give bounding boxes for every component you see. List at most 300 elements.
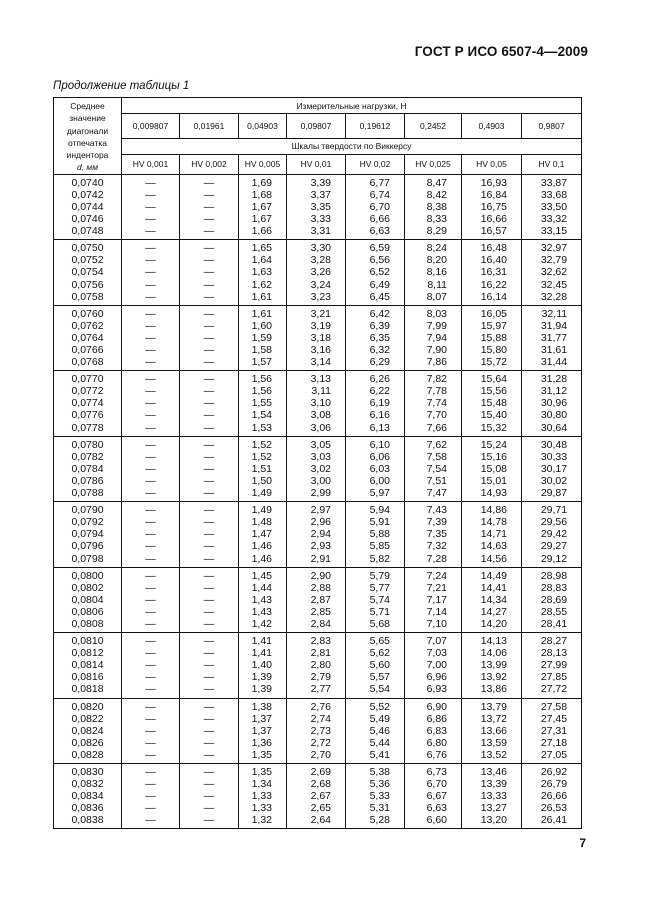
table-row (54, 502, 582, 567)
hardness-value: 1,52 (251, 438, 272, 451)
scale-label: HV 0,1 (522, 155, 582, 175)
hardness-cell (180, 698, 239, 763)
hardness-value: 32,28 (540, 290, 568, 303)
hardness-value: 7,90 (426, 344, 447, 356)
hardness-cell (346, 240, 405, 305)
hardness-value: 1,64 (251, 254, 272, 267)
hardness-value: 7,58 (426, 450, 447, 463)
diagonal-value: 0,0820 (71, 700, 104, 713)
hardness-value: 1,46 (251, 540, 272, 553)
hardness-value: 5,49 (369, 712, 390, 725)
diagonal-column-header (54, 98, 122, 175)
hardness-cell (122, 174, 180, 239)
hardness-cell (405, 436, 462, 501)
hardness-value: 7,47 (426, 487, 447, 500)
hardness-value: 1,45 (251, 569, 272, 582)
hardness-value: 7,17 (426, 593, 447, 606)
hardness-value: — (145, 814, 156, 827)
hardness-value: 1,49 (251, 487, 272, 500)
hardness-value: 6,60 (426, 814, 447, 827)
hardness-value: 13,79 (480, 700, 507, 713)
diagonal-value: 0,0810 (71, 635, 104, 648)
hardness-value: 1,67 (251, 200, 272, 213)
hardness-value: — (145, 385, 156, 398)
hardness-value: 2,97 (310, 504, 331, 517)
hardness-value: 1,55 (251, 397, 272, 410)
hardness-value: 1,39 (251, 683, 272, 696)
hardness-value: 5,88 (369, 528, 390, 541)
diagonal-value: 0,0742 (71, 188, 104, 201)
hardness-value: 1,49 (251, 504, 272, 517)
hardness-value: 7,70 (426, 409, 447, 422)
hardness-value: 2,67 (310, 790, 331, 803)
hardness-cell (462, 371, 522, 436)
hardness-value: — (203, 290, 215, 303)
hardness-value: 13,92 (480, 671, 507, 684)
hardness-value: — (145, 254, 156, 267)
hardness-value: — (203, 605, 215, 618)
hardness-value: — (145, 516, 156, 529)
hardness-value: 8,16 (426, 266, 447, 279)
hardness-value: 6,86 (426, 712, 447, 725)
hardness-value: 15,16 (480, 450, 507, 463)
hardness-cell (180, 305, 239, 370)
hardness-value: 3,26 (310, 266, 331, 279)
header-line: отпечатка (68, 137, 107, 148)
hardness-value: 2,77 (310, 683, 331, 696)
hardness-cell (346, 764, 405, 829)
hardness-value: 6,66 (369, 213, 390, 226)
hardness-value: 8,11 (427, 278, 447, 291)
hardness-value: — (145, 569, 156, 582)
hardness-value: 1,35 (251, 766, 272, 778)
hardness-value: 3,14 (310, 356, 331, 369)
hardness-value: 3,23 (310, 290, 331, 303)
hardness-value: — (145, 671, 156, 684)
hardness-value: — (203, 225, 215, 238)
hardness-value: 13,99 (480, 659, 507, 672)
hardness-value: — (145, 802, 156, 815)
hardness-value: — (203, 552, 215, 565)
hardness-value: 13,52 (480, 748, 507, 761)
hardness-value: 5,28 (369, 814, 390, 827)
hardness-value: 1,63 (251, 266, 272, 279)
hardness-value: 6,32 (369, 344, 390, 356)
hardness-value: 3,02 (310, 462, 331, 475)
table-row-group (54, 567, 582, 632)
hardness-value: 1,51 (251, 462, 272, 475)
hardness-value: 6,45 (369, 290, 390, 303)
hardness-value: 13,33 (480, 790, 507, 803)
hardness-value: — (203, 462, 215, 475)
hardness-value: — (145, 617, 156, 630)
diagonal-value: 0,0774 (71, 397, 104, 410)
hardness-cell (122, 371, 180, 436)
hardness-value: — (145, 462, 156, 475)
hardness-value: 3,37 (310, 188, 331, 201)
hardness-value: 3,16 (310, 344, 331, 356)
hardness-value: 1,65 (251, 242, 272, 255)
hardness-value: 15,01 (480, 474, 507, 487)
hardness-value: — (203, 540, 215, 553)
diagonal-cell (54, 567, 122, 632)
table-row (54, 698, 582, 763)
hardness-value: — (145, 790, 156, 803)
hardness-value: — (203, 736, 215, 749)
hardness-value: 15,32 (480, 421, 507, 434)
hardness-value: — (145, 450, 156, 463)
hardness-cell (122, 764, 180, 829)
header-line: значение (69, 113, 106, 124)
hardness-value: — (145, 540, 156, 553)
hardness-value: 30,80 (540, 409, 568, 422)
hardness-cell (405, 567, 462, 632)
hardness-value: 16,93 (480, 176, 507, 189)
hardness-value: 5,91 (369, 516, 390, 529)
hardness-value: — (145, 307, 156, 320)
hardness-value: 3,39 (310, 176, 331, 189)
hardness-value: — (145, 319, 156, 332)
hardness-cell (287, 567, 346, 632)
hardness-value: 16,40 (480, 254, 507, 267)
hardness-cell (462, 240, 522, 305)
hardness-cell (122, 305, 180, 370)
hardness-value: 7,00 (426, 659, 447, 672)
hardness-value: — (145, 593, 156, 606)
hardness-value: — (145, 344, 156, 356)
hardness-value: 3,24 (310, 278, 331, 291)
hardness-value: 2,84 (310, 617, 331, 630)
hardness-value: 5,33 (369, 790, 390, 803)
hardness-value: — (203, 188, 215, 201)
hardness-value: 3,11 (311, 385, 331, 398)
hardness-value: — (203, 409, 215, 422)
hardness-cell (405, 240, 462, 305)
hardness-cell (462, 174, 522, 239)
hardness-value: 6,49 (369, 278, 390, 291)
hardness-cell (287, 240, 346, 305)
hardness-value: 7,54 (426, 462, 447, 475)
hardness-cell (180, 436, 239, 501)
hardness-value: 2,83 (310, 635, 331, 648)
hardness-cell (180, 240, 239, 305)
hardness-value: 1,44 (251, 581, 272, 594)
hardness-cell (462, 436, 522, 501)
hardness-value: — (203, 569, 215, 582)
hardness-value: 2,65 (310, 802, 331, 815)
diagonal-value: 0,0796 (71, 540, 104, 553)
hardness-value: — (145, 438, 156, 451)
hardness-value: 14,20 (480, 617, 507, 630)
hardness-cell (462, 698, 522, 763)
hardness-cell (462, 567, 522, 632)
hardness-value: 1,69 (251, 176, 272, 189)
hardness-value: 16,75 (480, 200, 507, 213)
hardness-value: 6,83 (426, 724, 447, 737)
hardness-value: 29,42 (540, 528, 568, 541)
hardness-value: 2,73 (310, 724, 331, 737)
load-value: 0,4903 (462, 114, 522, 138)
hardness-value: 1,48 (251, 516, 272, 529)
hardness-value: 8,20 (426, 254, 447, 267)
hardness-value: — (203, 331, 215, 344)
hardness-value: — (203, 356, 215, 369)
diagonal-value: 0,0830 (71, 766, 104, 778)
table-row (54, 305, 582, 370)
diagonal-value: 0,0748 (71, 225, 104, 238)
hardness-value: 6,13 (369, 421, 390, 434)
hardness-value: 1,54 (251, 409, 272, 422)
header-line: диагонали (66, 125, 109, 136)
diagonal-value: 0,0828 (71, 748, 104, 761)
hardness-value: 5,65 (369, 635, 390, 648)
hardness-value: 6,63 (369, 225, 390, 238)
hardness-value: 14,27 (480, 605, 507, 618)
hardness-value: 32,79 (540, 254, 568, 267)
hardness-value: 14,41 (480, 581, 507, 594)
hardness-value: — (203, 700, 215, 713)
hardness-value: 15,80 (480, 344, 507, 356)
table-row (54, 764, 582, 829)
hardness-cell (287, 502, 346, 567)
table-row-group (54, 764, 582, 829)
hardness-value: 14,78 (480, 516, 507, 529)
hardness-value: — (203, 617, 215, 630)
hardness-value: 7,32 (426, 540, 447, 553)
hardness-value: 27,58 (540, 700, 568, 713)
hardness-value: 3,03 (310, 450, 331, 463)
hardness-value: 16,05 (480, 307, 507, 320)
hardness-value: — (203, 814, 215, 827)
table-row (54, 371, 582, 436)
table-row-group (54, 502, 582, 567)
hardness-value: — (145, 581, 156, 594)
hardness-value: 14,56 (480, 552, 507, 565)
hardness-value: 14,93 (480, 487, 507, 500)
diagonal-value: 0,0798 (71, 552, 104, 565)
hardness-value: — (145, 635, 156, 648)
hardness-value: 5,79 (369, 569, 390, 582)
diagonal-cell (54, 698, 122, 763)
hardness-value: 28,13 (540, 647, 568, 660)
table-caption: Продолжение таблицы 1 (53, 80, 190, 92)
hardness-value: 2,91 (310, 552, 331, 565)
hardness-value: 16,84 (480, 188, 507, 201)
hardness-cell (239, 567, 287, 632)
loads-title: Измерительные нагрузки, Н (122, 98, 582, 114)
scale-label: HV 0,01 (287, 155, 346, 175)
hardness-value: 7,66 (426, 421, 447, 434)
table-row-group (54, 371, 582, 436)
header-line: индентора (66, 150, 109, 161)
hardness-value: 6,42 (369, 307, 390, 320)
hardness-value: 14,13 (480, 635, 507, 648)
hardness-value: — (203, 647, 215, 660)
hardness-value: 8,33 (426, 213, 447, 226)
hardness-value: 16,14 (480, 290, 507, 303)
hardness-value: 5,94 (369, 504, 390, 517)
hardness-value: 13,86 (480, 683, 507, 696)
scale-label: HV 0,025 (405, 155, 462, 175)
hardness-value: — (203, 766, 215, 778)
hardness-value: — (203, 213, 215, 226)
hardness-value: 6,22 (369, 385, 390, 398)
scale-label: HV 0,002 (180, 155, 239, 175)
hardness-value: — (203, 790, 215, 803)
scale-label: HV 0,05 (462, 155, 522, 175)
hardness-value: — (145, 528, 156, 541)
diagonal-value: 0,0740 (71, 176, 104, 189)
hardness-value: 8,38 (426, 200, 447, 213)
hardness-value: 2,99 (310, 487, 331, 500)
hardness-value: 6,03 (369, 462, 390, 475)
hardness-value: 2,69 (310, 766, 331, 778)
load-value: 0,2452 (405, 114, 462, 138)
hardness-value: 1,33 (251, 802, 272, 815)
hardness-value: 5,85 (369, 540, 390, 553)
hardness-value: — (145, 552, 156, 565)
scale-label: HV 0,005 (239, 155, 287, 175)
diagonal-value: 0,0790 (71, 504, 104, 517)
hardness-value: 13,20 (480, 814, 507, 827)
diagonal-value: 0,0754 (71, 266, 104, 279)
table-row (54, 567, 582, 632)
hardness-value: 7,03 (426, 647, 447, 660)
hardness-value: 26,53 (540, 802, 568, 815)
hardness-value: 7,39 (426, 516, 447, 529)
hardness-cell (405, 371, 462, 436)
hardness-value: 15,40 (480, 409, 507, 422)
diagonal-value: 0,0818 (71, 683, 104, 696)
scale-label: HV 0,02 (346, 155, 405, 175)
diagonal-value: 0,0752 (71, 254, 104, 267)
hardness-value: 8,07 (426, 290, 447, 303)
hardness-value: — (145, 331, 156, 344)
hardness-cell (239, 764, 287, 829)
hardness-value: 5,52 (369, 700, 390, 713)
diagonal-value: 0,0822 (71, 712, 104, 725)
hardness-value: 13,59 (480, 736, 507, 749)
hardness-value: 1,61 (251, 307, 272, 320)
hardness-cell (522, 633, 582, 698)
table-row-group (54, 240, 582, 305)
page-number: 7 (579, 836, 586, 850)
hardness-value: — (145, 188, 156, 201)
hardness-cell (522, 698, 582, 763)
hardness-value: — (203, 438, 215, 451)
diagonal-cell (54, 436, 122, 501)
hardness-cell (462, 502, 522, 567)
hardness-cell (287, 633, 346, 698)
hardness-value: 1,41 (251, 647, 272, 660)
hardness-value: — (203, 528, 215, 541)
diagonal-value: 0,0750 (71, 242, 104, 255)
diagonal-cell (54, 371, 122, 436)
hardness-value: 3,08 (310, 409, 331, 422)
hardness-value: — (203, 487, 215, 500)
hardness-value: — (203, 242, 215, 255)
hardness-value: 29,87 (540, 487, 568, 500)
hardness-value: 1,32 (251, 814, 272, 827)
hardness-value: 30,64 (540, 421, 568, 434)
hardness-value: 8,24 (426, 242, 447, 255)
hardness-value: — (203, 581, 215, 594)
hardness-value: 27,45 (540, 712, 568, 725)
hardness-value: 28,27 (540, 635, 568, 648)
hardness-value: 32,45 (540, 278, 568, 291)
hardness-value: 14,34 (480, 593, 507, 606)
hardness-value: — (203, 176, 215, 189)
hardness-cell (346, 633, 405, 698)
load-value: 0,009807 (122, 114, 180, 138)
hardness-value: — (145, 225, 156, 238)
diagonal-value: 0,0764 (71, 331, 104, 344)
hardness-value: 1,66 (251, 225, 272, 238)
hardness-value: — (203, 778, 215, 791)
hardness-value: 33,68 (540, 188, 568, 201)
diagonal-cell (54, 174, 122, 239)
hardness-value: 1,57 (251, 356, 272, 369)
hardness-value: 6,06 (369, 450, 390, 463)
hardness-value: 2,94 (310, 528, 331, 541)
hardness-value: 15,88 (480, 331, 507, 344)
hardness-value: 14,86 (480, 504, 507, 517)
hardness-value: 27,05 (540, 748, 568, 761)
hardness-value: — (145, 474, 156, 487)
hardness-value: 1,40 (251, 659, 272, 672)
hardness-value: 5,82 (369, 552, 390, 565)
hardness-value: 7,28 (426, 552, 447, 565)
hardness-value: 8,47 (426, 176, 447, 189)
hardness-cell (522, 371, 582, 436)
hardness-value: 32,62 (540, 266, 568, 279)
hardness-value: — (145, 724, 156, 737)
diagonal-value: 0,0768 (71, 356, 104, 369)
hardness-value: 33,87 (540, 176, 568, 189)
hardness-value: 26,79 (540, 778, 568, 791)
hardness-value: — (145, 278, 156, 291)
hardness-value: — (203, 266, 215, 279)
hardness-value: 6,77 (369, 176, 390, 189)
hardness-value: 6,96 (426, 671, 447, 684)
hardness-cell (522, 436, 582, 501)
hardness-value: 30,48 (540, 438, 568, 451)
header-line: Среднее (70, 101, 105, 111)
diagonal-value: 0,0824 (71, 724, 104, 737)
hardness-value: 2,81 (310, 647, 331, 660)
hardness-value: — (145, 242, 156, 255)
hardness-value: 5,68 (369, 617, 390, 630)
hardness-cell (122, 240, 180, 305)
hardness-value: 3,21 (310, 307, 331, 320)
diagonal-value: 0,0770 (71, 373, 104, 386)
table-row (54, 633, 582, 698)
hardness-cell (180, 371, 239, 436)
hardness-value: 2,87 (310, 593, 331, 606)
hardness-value: 1,35 (251, 748, 272, 761)
hardness-cell (287, 305, 346, 370)
hardness-value: 2,90 (310, 569, 331, 582)
load-value: 0,04903 (239, 114, 287, 138)
hardness-value: 5,77 (369, 581, 390, 594)
hardness-value: 14,63 (480, 540, 507, 553)
hardness-value: — (203, 397, 215, 410)
hardness-value: — (145, 200, 156, 213)
hardness-value: 5,62 (369, 647, 390, 660)
hardness-value: 5,44 (369, 736, 390, 749)
hardness-value: — (145, 176, 156, 189)
hardness-value: 3,19 (310, 319, 331, 332)
